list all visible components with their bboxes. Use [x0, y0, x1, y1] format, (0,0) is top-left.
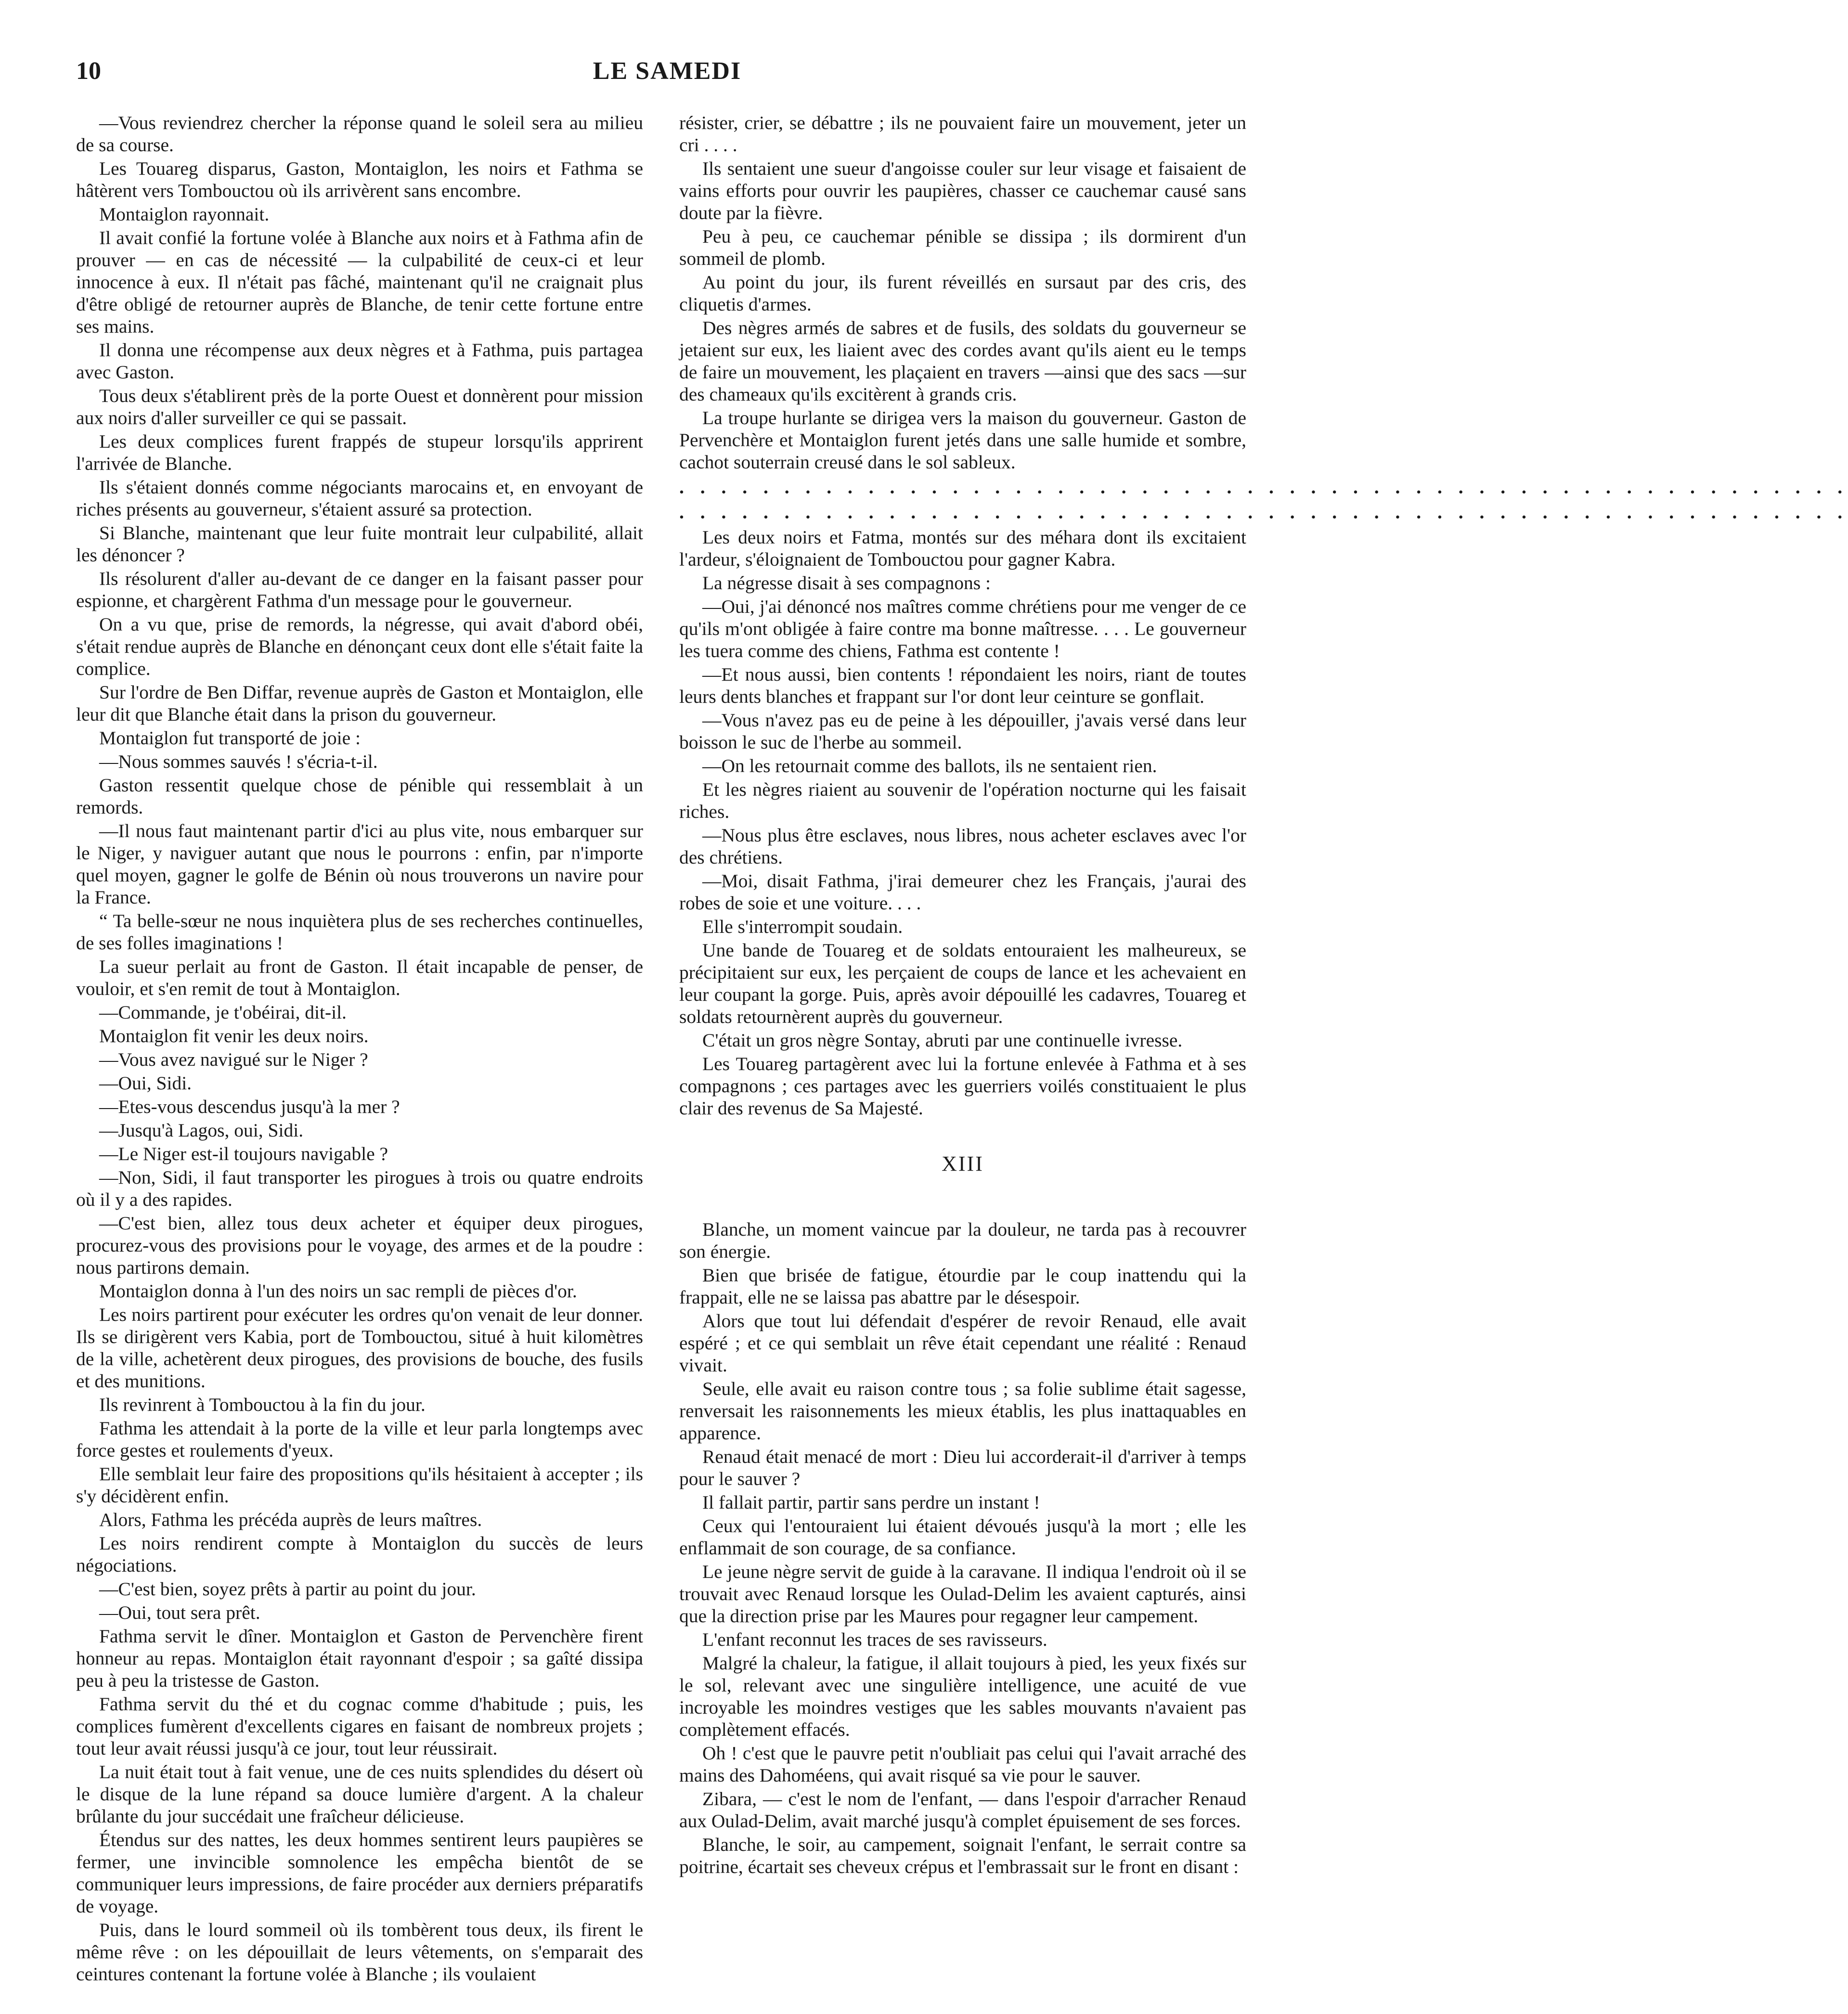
paragraph: Oh ! c'est que le pauvre petit n'oubliait pas celui qui l'avait arraché des mains des Dahoméens, qui avait risqué sa vie pour le sauver.	[679, 1743, 1246, 1786]
paragraph: Si Blanche, maintenant que leur fuite montrait leur culpabilité, allait les dénoncer ?	[76, 522, 643, 566]
paragraph: —Nous plus être esclaves, nous libres, nous acheter esclaves avec l'or des chrétiens.	[679, 825, 1246, 868]
paragraph: On a vu que, prise de remords, la négresse, qui avait d'abord obéi, s'était rendue auprès de Blanche en dénonçant ceux dont elle s'était faite la complice.	[76, 614, 643, 679]
paragraph: Alors, Fathma les précéda auprès de leurs maîtres.	[99, 1509, 482, 1530]
paragraph: Alors que tout lui défendait d'espérer de revoir Renaud, elle avait espéré ; et ce qui semblait un rêve était cependant une réalité : Renaud vivait.	[679, 1310, 1246, 1376]
paragraph: —Commande, je t'obéirai, dit-il.	[99, 1002, 347, 1023]
paragraph: —Le Niger est-il toujours navigable ?	[99, 1143, 388, 1164]
right-column-section-3	[679, 1218, 1246, 1878]
paragraph: Il fallait partir, partir sans perdre un instant !	[702, 1492, 1040, 1513]
paragraph: L'enfant reconnut les traces de ses ravisseurs.	[702, 1629, 1047, 1650]
paragraph: Montaiglon donna à l'un des noirs un sac rempli de pièces d'or.	[99, 1280, 577, 1302]
paragraph: —Et nous aussi, bien contents ! répondaient les noirs, riant de toutes leurs dents blanches et frappant sur l'or dont leur ceinture se gonflait.	[679, 664, 1246, 707]
paragraph: Il avait confié la fortune volée à Blanche aux noirs et à Fathma afin de prouver — en cas de nécessité — la culpabilité de ceux-ci et leur innocence à eux. Il n'était pas fâché, maintenant qu'il ne craignait plus d'être obligé de retourner auprès de Blanche, de tenir cette fortune entre ses mains.	[76, 227, 643, 337]
paragraph: Blanche, le soir, au campement, soignait l'enfant, le serrait contre sa poitrine, écartait ses cheveux crépus et l'embrassait sur le front en disant :	[679, 1834, 1246, 1877]
paragraph: La sueur perlait au front de Gaston. Il était incapable de penser, de vouloir, et s'en remit de tout à Montaiglon.	[76, 956, 643, 999]
paragraph: Renaud était menacé de mort : Dieu lui accorderait-il d'arriver à temps pour le sauver ?	[679, 1446, 1246, 1489]
left-column	[76, 112, 643, 1987]
right-column-section-2	[679, 526, 1246, 1119]
paragraph: Les Touareg disparus, Gaston, Montaiglon, les noirs et Fathma se hâtèrent vers Tombouctou où ils arrivèrent sans encombre.	[76, 158, 643, 201]
paragraph: Blanche, un moment vaincue par la douleur, ne tarda pas à recouvrer son énergie.	[679, 1219, 1246, 1262]
paragraph: Au point du jour, ils furent réveillés en sursaut par des cris, des cliquetis d'armes.	[679, 271, 1246, 315]
paragraph: La nuit était tout à fait venue, une de ces nuits splendides du désert où le disque de la lune répand sa douce lumière d'argent. A la chaleur brûlante du jour succédait une fraîcheur délicieuse.	[76, 1761, 643, 1827]
paragraph: Une bande de Touareg et de soldats entouraient les malheureux, se précipitaient sur eux, les perçaient de coups de lance et les achevaient en leur coupant la gorge. Puis, après avoir dépouillé les cadavres, Touareg et soldats retournèrent auprès du gouverneur.	[679, 940, 1246, 1027]
paragraph: Fathma servit le dîner. Montaiglon et Gaston de Pervenchère firent honneur au repas. Montaiglon était rayonnant d'espoir ; sa gaîté dissipa peu à peu la tristesse de Gaston.	[76, 1626, 643, 1691]
paragraph: —On les retournait comme des ballots, ils ne sentaient rien.	[702, 755, 1157, 776]
paragraph: Les noirs rendirent compte à Montaiglon du succès de leurs négociations.	[76, 1533, 643, 1576]
paragraph: Ils s'étaient donnés comme négociants marocains et, en envoyant de riches présents au gouverneur, s'étaient assuré sa protection.	[76, 477, 643, 520]
paragraph: Malgré la chaleur, la fatigue, il allait toujours à pied, les yeux fixés sur le sol, relevant avec une singulière intelligence, une acuité de vue incroyable les moindres vestiges que les sables mouvants n'avaient pas complètement effacés.	[679, 1653, 1246, 1740]
paragraph: La troupe hurlante se dirigea vers la maison du gouverneur. Gaston de Pervenchère et Montaiglon furent jetés dans une salle humide et sombre, cachot souterrain creusé dans le sol sableux.	[679, 407, 1246, 473]
paragraph: Peu à peu, ce cauchemar pénible se dissipa ; ils dormirent d'un sommeil de plomb.	[679, 226, 1246, 269]
paragraph: Sur l'ordre de Ben Diffar, revenue auprès de Gaston et Montaiglon, elle leur dit que Blanche était dans la prison du gouverneur.	[76, 682, 643, 725]
separator-dots-2: . . . . . . . . . . . . . . . . . . . . . . . . . . . . . . . . . . . . . . . . . . . . . . . . . . . . . . . .	[679, 502, 1848, 523]
paragraph: Fathma les attendait à la porte de la ville et leur parla longtemps avec force gestes et roulements d'yeux.	[76, 1418, 643, 1461]
paragraph: Montaiglon fut transporté de joie :	[99, 727, 361, 749]
separator-dots: . . . . . . . . . . . . . . . . . . . . . . . . . . . . . . . . . . . . . . . . . . . . . . . . . . . . . . . .	[679, 477, 1848, 498]
right-column-section-1	[679, 112, 1246, 473]
paragraph: —Vous avez navigué sur le Niger ?	[99, 1049, 368, 1070]
paragraph: Ils sentaient une sueur d'angoisse couler sur leur visage et faisaient de vains efforts pour ouvrir les paupières, chasser ce cauchemar causé sans doute par la fièvre.	[679, 158, 1246, 223]
paragraph: Ils revinrent à Tombouctou à la fin du jour.	[99, 1394, 426, 1415]
paragraph: —C'est bien, soyez prêts à partir au point du jour.	[99, 1578, 476, 1600]
paragraph: Il donna une récompense aux deux nègres et à Fathma, puis partagea avec Gaston.	[76, 339, 643, 383]
paragraph: Tous deux s'établirent près de la porte Ouest et donnèrent pour mission aux noirs d'aller surveiller ce qui se passait.	[76, 385, 643, 428]
paragraph: Les deux complices furent frappés de stupeur lorsqu'ils apprirent l'arrivée de Blanche.	[76, 431, 643, 474]
paragraph: “ Ta belle-sœur ne nous inquiètera plus de ses recherches continuelles, de ses folles imaginations !	[76, 910, 643, 954]
paragraph: —C'est bien, allez tous deux acheter et équiper deux pirogues, procurez-vous des provisions pour le voyage, des armes et de la poudre : nous partirons demain.	[76, 1213, 643, 1278]
paragraph: Fathma servit du thé et du cognac comme d'habitude ; puis, les complices fumèrent d'excellents cigares en faisant de nombreux projets ; tout leur avait réussi jusqu'à ce jour, tout leur réussirait.	[76, 1693, 643, 1759]
paragraph: Ils résolurent d'aller au-devant de ce danger en la faisant passer pour espionne, et chargèrent Fathma d'un message pour le gouverneur.	[76, 568, 643, 611]
paragraph: Le jeune nègre servit de guide à la caravane. Il indiqua l'endroit où il se trouvait avec Renaud lorsque les Oulad-Delim les avaient capturés, ainsi que la direction prise par les Maures pour regagner leur campement.	[679, 1561, 1246, 1627]
page-number: 10	[76, 57, 101, 85]
paragraph: Seule, elle avait eu raison contre tous ; sa folie sublime était sagesse, renversait les raisonnements les mieux établis, les plus inattaquables en apparence.	[679, 1378, 1246, 1444]
paragraph: —Vous reviendrez chercher la réponse quand le soleil sera au milieu de sa course.	[76, 112, 643, 155]
paragraph: Elle semblait leur faire des propositions qu'ils hésitaient à accepter ; ils s'y décidèrent enfin.	[76, 1463, 643, 1507]
journal-title: LE SAMEDI	[593, 57, 742, 85]
paragraph: —Oui, j'ai dénoncé nos maîtres comme chrétiens pour me venger de ce qu'ils m'ont obligée à faire contre ma bonne maîtresse. . . . Le gouverneur les tuera comme des chiens, Fathma est contente !	[679, 596, 1246, 661]
paragraph: Des nègres armés de sabres et de fusils, des soldats du gouverneur se jetaient sur eux, les liaient avec des cordes avant qu'ils aient eu le temps de faire un mouvement, les plaçaient en travers —ainsi que des sacs —sur des chameaux qu'ils excitèrent à grands cris.	[679, 317, 1246, 405]
paragraph: —Vous n'avez pas eu de peine à les dépouiller, j'avais versé dans leur boisson le suc de l'herbe au sommeil.	[679, 710, 1246, 753]
paragraph: —Moi, disait Fathma, j'irai demeurer chez les Français, j'aurai des robes de soie et une voiture. . . .	[679, 870, 1246, 914]
paragraph: Montaiglon fit venir les deux noirs.	[99, 1025, 369, 1046]
paragraph: La négresse disait à ses compagnons :	[702, 572, 991, 594]
right-column	[679, 112, 1848, 1879]
paragraph: Zibara, — c'est le nom de l'enfant, — dans l'espoir d'arracher Renaud aux Oulad-Delim, avait marché jusqu'à complet épuisement de ses forces.	[679, 1788, 1246, 1832]
page-header	[0, 57, 1334, 100]
paragraph: —Non, Sidi, il faut transporter les pirogues à trois ou quatre endroits où il y a des rapides.	[76, 1167, 643, 1210]
paragraph: Ceux qui l'entouraient lui étaient dévoués jusqu'à la mort ; elle les enflammait de son courage, de sa confiance.	[679, 1515, 1246, 1559]
paragraph: Étendus sur des nattes, les deux hommes sentirent leurs paupières se fermer, une invincible somnolence les empêcha bientôt de se communiquer leurs impressions, de faire procéder aux derniers préparatifs de voyage.	[76, 1829, 643, 1917]
paragraph: —Jusqu'à Lagos, oui, Sidi.	[99, 1120, 304, 1141]
paragraph: Les noirs partirent pour exécuter les ordres qu'on venait de leur donner. Ils se dirigèrent vers Kabia, port de Tombouctou, situé à huit kilomètres de la ville, achetèrent deux pirogues, des provisions de bouche, des fusils et des munitions.	[76, 1304, 643, 1392]
paragraph: C'était un gros nègre Sontay, abruti par une continuelle ivresse.	[702, 1030, 1183, 1051]
paragraph: —Etes-vous descendus jusqu'à la mer ?	[99, 1096, 400, 1117]
paragraph: Puis, dans le lourd sommeil où ils tombèrent tous deux, ils firent le même rêve : on les dépouillait de leurs vêtements, on s'emparait des ceintures contenant la fortune volée à Blanche ; ils voulaient	[76, 1919, 643, 1985]
paragraph: Bien que brisée de fatigue, étourdie par le coup inattendu qui la frappait, elle ne se laissa pas abattre par le désespoir.	[679, 1265, 1246, 1308]
paragraph: Gaston ressentit quelque chose de pénible qui ressemblait à un remords.	[76, 775, 643, 818]
paragraph: —Oui, tout sera prêt.	[99, 1602, 260, 1623]
paragraph: résister, crier, se débattre ; ils ne pouvaient faire un mouvement, jeter un cri . . . .	[679, 112, 1246, 155]
paragraph: Elle s'interrompit soudain.	[702, 916, 903, 937]
paragraph: —Oui, Sidi.	[99, 1072, 192, 1094]
paragraph: Montaiglon rayonnait.	[99, 204, 270, 225]
paragraph: Les deux noirs et Fatma, montés sur des méhara dont ils excitaient l'ardeur, s'éloignaient de Tombouctou pour gagner Kabra.	[679, 527, 1246, 570]
paragraph: Et les nègres riaient au souvenir de l'opération nocturne qui les faisait riches.	[679, 779, 1246, 822]
paragraph: Les Touareg partagèrent avec lui la fortune enlevée à Fathma et à ses compagnons ; ces partages avec les guerriers voilés constituaient le plus clair des revenus de Sa Majesté.	[679, 1053, 1246, 1119]
paragraph: —Nous sommes sauvés ! s'écria-t-il.	[99, 751, 378, 772]
paragraph: —Il nous faut maintenant partir d'ici au plus vite, nous embarquer sur le Niger, y naviguer autant que nous le pourrons : enfin, par n'importe quel moyen, gagner le golfe de Bénin où nous trouverons un navire pour la France.	[76, 820, 643, 908]
chapter-heading: XIII	[942, 1152, 984, 1175]
